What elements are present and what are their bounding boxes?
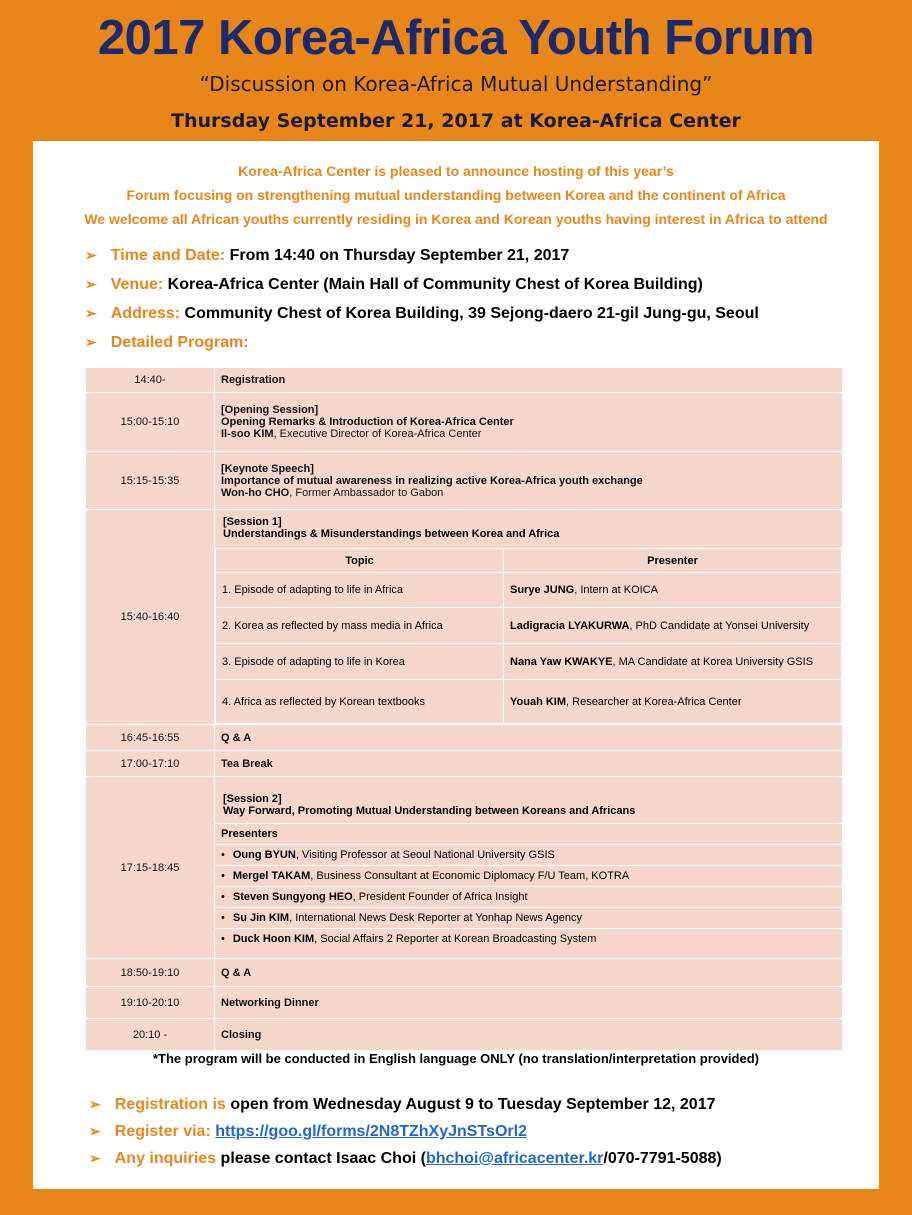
row-title: Q & A <box>215 959 843 987</box>
table-row <box>86 751 843 777</box>
detail-address: ➢ Address: Community Chest of Korea Building, 39 Sejong-daero 21-gil Jung-gu, Seoul <box>85 305 759 322</box>
table-row: 4. Africa as reflected by Korean textbooks Youah KIM, Researcher at Korea-Africa Center <box>216 680 842 724</box>
row-content: [Session 2] Way Forward, Promoting Mutual Understanding between Koreans and Africans Presenters • Oung BYUN, Visiting Professor at Seoul National University GSIS • Mergel TAKAM, Business Consultant at Economic Diplomacy F/U Team, KOTRA • Steven Sungyong HEO, President Founder of Africa Insight • Su Jin KIM, International News Desk Reporter at Yonhap News Agency • Duck Hoon KIM, Social Affairs 2 Reporter at Korean Broadcasting System <box>215 777 843 959</box>
table-row: Topic Presenter <box>216 549 842 573</box>
arrow-bullet-icon: ➢ <box>89 1096 101 1112</box>
contact-email-link[interactable]: bhchoi@africacenter.kr <box>425 1150 604 1167</box>
intro-line: Korea-Africa Center is pleased to announce hosting of this year’s <box>238 163 674 179</box>
row-time: 15:00-15:10 <box>86 393 215 452</box>
table-row <box>86 452 843 510</box>
bullet-dot-icon: • <box>221 869 225 882</box>
content-panel <box>33 141 879 1189</box>
row-time: 17:00-17:10 <box>86 751 215 777</box>
bullet-dot-icon: • <box>221 890 225 903</box>
page-title: 2017 Korea-Africa Youth Forum <box>97 11 815 65</box>
register-form-link[interactable]: https://goo.gl/forms/2N8TZhXyJnSTsOrl2 <box>215 1123 527 1140</box>
row-time: 18:50-19:10 <box>86 959 215 987</box>
bullet-dot-icon: • <box>221 911 225 924</box>
page-subtitle: “Discussion on Korea-Africa Mutual Understanding” <box>199 72 713 96</box>
intro-line: We welcome all African youths currently residing in Korea and Korean youths having interest in Africa to attend <box>84 211 828 227</box>
table-row: 2. Korea as reflected by mass media in Africa Ladigracia LYAKURWA, PhD Candidate at Yonsei University <box>216 608 842 644</box>
list-item: • Steven Sungyong HEO, President Founder of Africa Insight <box>215 886 842 907</box>
registration-link: ➢ Register via: https://goo.gl/forms/2N8TZhXyJnSTsOrl2 <box>89 1123 527 1140</box>
arrow-bullet-icon: ➢ <box>85 276 97 292</box>
header <box>0 0 912 140</box>
registration-info <box>89 1091 722 1172</box>
row-title: Closing <box>215 1019 843 1051</box>
inquiries: ➢ Any inquiries please contact Isaac Choi (bhchoi@africacenter.kr/070-7791-5088) <box>89 1150 722 1167</box>
row-time: 15:40-16:40 <box>86 510 215 725</box>
arrow-bullet-icon: ➢ <box>89 1123 101 1139</box>
session1-topics-table <box>215 548 842 724</box>
table-row <box>86 959 843 987</box>
row-time: 16:45-16:55 <box>86 725 215 751</box>
event-details <box>85 241 879 357</box>
table-row <box>86 510 843 725</box>
intro-line: Forum focusing on strengthening mutual understanding between Korea and the continent of Africa <box>126 187 786 203</box>
row-time: 15:15-15:35 <box>86 452 215 510</box>
list-item: • Su Jin KIM, International News Desk Reporter at Yonhap News Agency <box>215 907 842 928</box>
language-note: *The program will be conducted in English language ONLY (no translation/interpretation provided) <box>152 1051 759 1066</box>
row-title: Tea Break <box>215 751 843 777</box>
table-row: 3. Episode of adapting to life in Korea Nana Yaw KWAKYE, MA Candidate at Korea University GSIS <box>216 644 842 680</box>
event-date-line: Thursday September 21, 2017 at Korea-Africa Center <box>171 110 741 132</box>
arrow-bullet-icon: ➢ <box>85 247 97 263</box>
arrow-bullet-icon: ➢ <box>85 305 97 321</box>
detail-venue: ➢ Venue: Korea-Africa Center (Main Hall of Community Chest of Korea Building) <box>85 276 703 293</box>
table-row: 1. Episode of adapting to life in Africa Surye JUNG, Intern at KOICA <box>216 573 842 608</box>
list-item: • Duck Hoon KIM, Social Affairs 2 Reporter at Korean Broadcasting System <box>215 928 842 949</box>
row-title: Networking Dinner <box>215 987 843 1019</box>
registration-period: ➢ Registration is open from Wednesday August 9 to Tuesday September 12, 2017 <box>89 1096 716 1113</box>
table-row <box>86 368 843 393</box>
table-row <box>86 987 843 1019</box>
arrow-bullet-icon: ➢ <box>85 334 97 350</box>
intro-text <box>33 159 879 231</box>
row-content: [Session 1] Understandings & Misunderstandings between Korea and Africa Topic Presenter 1. Episode of adapting to life in Africa Surye JUNG, Intern at KOICA 2. Korea as reflected by mass media in Africa Ladigracia LYAKURWA, PhD Candidate at Yonsei University 3. Episode of adapting to life in Korea Nana Yaw KWAKYE, MA Candidate at Korea University GSIS 4. Africa as reflected by Korean textbooks Youah KIM, Researcher at Korea-Africa Center <box>215 510 843 725</box>
list-item: • Oung BYUN, Visiting Professor at Seoul National University GSIS <box>215 844 842 865</box>
table-row <box>86 725 843 751</box>
bullet-dot-icon: • <box>221 848 225 861</box>
row-time: 20:10 - <box>86 1019 215 1051</box>
row-title: Registration <box>215 368 843 393</box>
arrow-bullet-icon: ➢ <box>89 1150 101 1166</box>
detail-program: ➢ Detailed Program: <box>85 334 249 351</box>
detail-time-date: ➢ Time and Date: From 14:40 on Thursday September 21, 2017 <box>85 247 570 264</box>
list-item: • Mergel TAKAM, Business Consultant at Economic Diplomacy F/U Team, KOTRA <box>215 865 842 886</box>
row-time: 19:10-20:10 <box>86 987 215 1019</box>
session2-presenters: Presenters • Oung BYUN, Visiting Professor at Seoul National University GSIS • Mergel TAKAM, Business Consultant at Economic Diplomacy F/U Team, KOTRA • Steven Sungyong HEO, President Founder of Africa Insight • Su Jin KIM, International News Desk Reporter at Yonhap News Agency • Duck Hoon KIM, Social Affairs 2 Reporter at Korean Broadcasting System <box>215 823 842 949</box>
row-time: 17:15-18:45 <box>86 777 215 959</box>
row-time: 14:40- <box>86 368 215 393</box>
row-content: [Keynote Speech] Importance of mutual awareness in realizing active Korea-Africa youth exchange Won-ho CHO, Former Ambassador to Gabon <box>215 452 843 510</box>
bullet-dot-icon: • <box>221 932 225 945</box>
row-content: [Opening Session] Opening Remarks & Introduction of Korea-Africa Center Il-soo KIM, Executive Director of Korea-Africa Center <box>215 393 843 452</box>
table-row <box>86 777 843 959</box>
table-row <box>86 1019 843 1051</box>
row-title: Q & A <box>215 725 843 751</box>
table-row <box>86 393 843 452</box>
program-table <box>85 367 843 1051</box>
